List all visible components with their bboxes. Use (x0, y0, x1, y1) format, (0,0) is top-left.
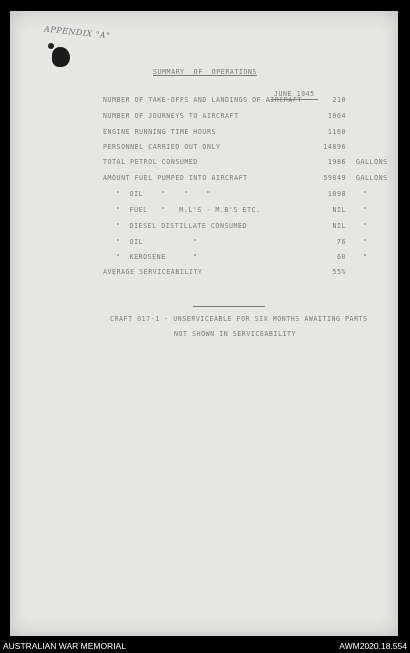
row-value: 1160 (327, 128, 346, 136)
footer-institution: AUSTRALIAN WAR MEMORIAL (3, 641, 126, 651)
row-value: 14896 (323, 143, 346, 151)
row-value: 1986 (327, 158, 346, 166)
row-label: ENGINE RUNNING TIME HOURS (103, 128, 216, 136)
document-page (10, 11, 398, 636)
period-label: JUNE 1945 (271, 90, 318, 100)
row-label: TOTAL PETROL CONSUMED (103, 158, 198, 166)
punch-hole-torn (52, 47, 70, 67)
footer-accession-number: AWM2020.18.554 (339, 641, 407, 651)
row-value: 60 (336, 253, 346, 261)
note-line-1: CRAFT 017-1 - UNSERVICEABLE FOR SIX MONTHS AWAITING PARTS (110, 315, 368, 323)
row-label: " DIESEL DISTILLATE CONSUMED (116, 222, 248, 230)
row-label: PERSONNEL CARRIED OUT ONLY (103, 143, 221, 151)
row-label: NUMBER OF TAKE-OFFS AND LANDINGS OF AIRCRAFT (103, 96, 302, 104)
row-unit: " (363, 190, 368, 198)
row-label: " OIL " (116, 238, 198, 246)
row-label: " KEROSENE " (116, 253, 198, 261)
punch-hole (48, 43, 54, 49)
row-value: 76 (336, 238, 346, 246)
row-label: " FUEL " M.L'S - M.B'S ETC. (116, 206, 261, 214)
row-unit: GALLONS (356, 158, 388, 166)
appendix-handwritten-label: APPENDIX "A" (43, 24, 111, 41)
row-label: AMOUNT FUEL PUMPED INTO AIRCRAFT (103, 174, 248, 182)
row-label: AVERAGE SERVICEABILITY (103, 268, 203, 276)
row-value: 1898 (327, 190, 346, 198)
row-value: NIL (332, 222, 346, 230)
row-unit: " (363, 238, 368, 246)
row-unit: GALLONS (356, 174, 388, 182)
divider-line (193, 306, 265, 307)
row-value: NIL (332, 206, 346, 214)
row-label: " OIL " " " (116, 190, 211, 198)
row-value: 1964 (327, 112, 346, 120)
row-unit: " (363, 206, 368, 214)
row-value: 59849 (323, 174, 346, 182)
row-value: 210 (332, 96, 346, 104)
row-label: NUMBER OF JOURNEYS TO AIRCRAFT (103, 112, 239, 120)
row-unit: " (363, 222, 368, 230)
row-unit: " (363, 253, 368, 261)
document-title: SUMMARY OF OPERATIONS (153, 68, 257, 76)
row-value: 55% (332, 268, 346, 276)
note-line-2: NOT SHOWN IN SERVICEABILITY (174, 330, 297, 338)
